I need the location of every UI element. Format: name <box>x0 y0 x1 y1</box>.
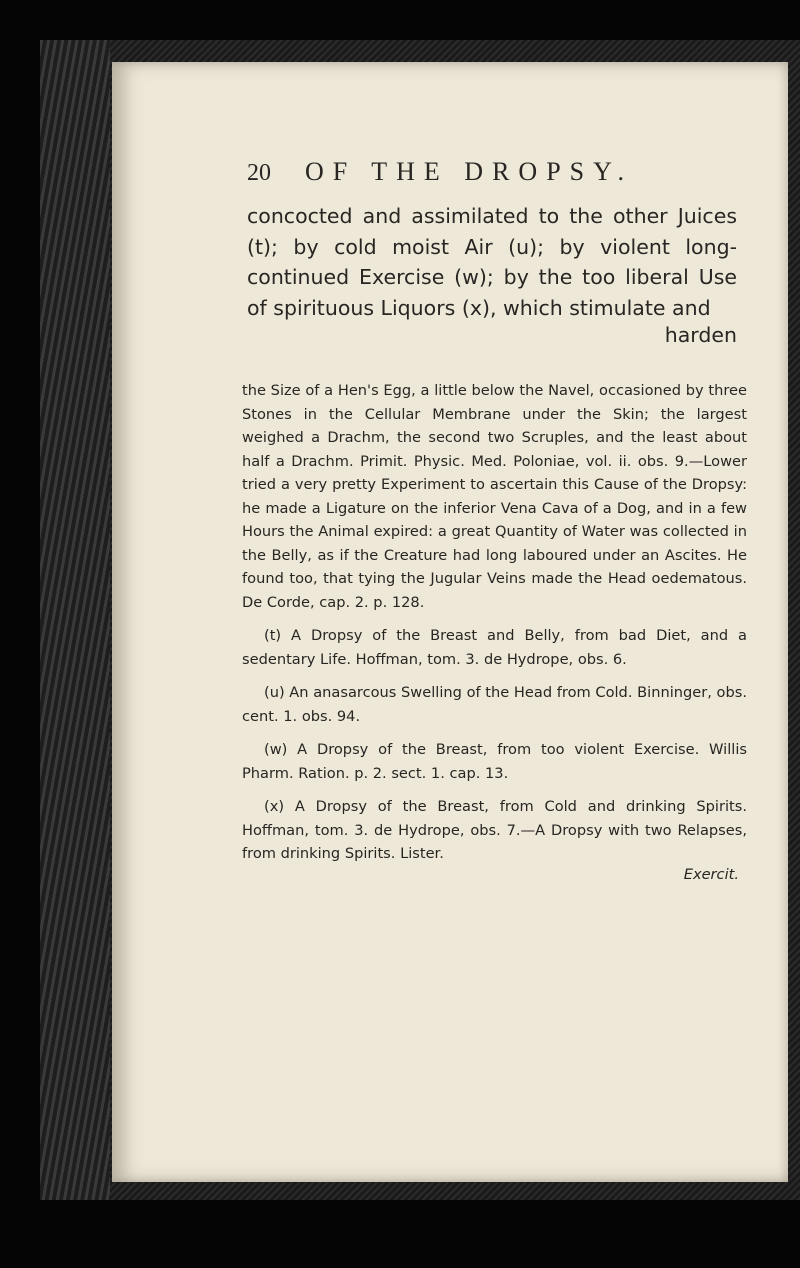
footnote-u: (u) An anasarcous Swelling of the Head from Cold. Binninger, obs. cent. 1. obs. 94. <box>242 684 747 725</box>
page-content <box>242 157 757 883</box>
page-number: 20 <box>247 160 271 186</box>
book-page <box>112 62 788 1182</box>
footnote-x: (x) A Dropsy of the Breast, from Cold and drinking Spirits. Hoffman, tom. 3. de Hydrope, obs. 7.—A Dropsy with two Relapses, from drinking Spirits. Lister. <box>242 798 747 862</box>
footnote-w: (w) A Dropsy of the Breast, from too violent Exercise. Willis Pharm. Ration. p. 2. sect. 1. cap. 13. <box>242 741 747 782</box>
main-paragraph: concocted and assimilated to the other Juices (t); by cold moist Air (u); by violent long-continued Exercise (w); by the too liberal Use of spirituous Liquors (x), which stimulate and <box>247 204 737 320</box>
book-binding <box>40 40 110 1200</box>
page-title: OF THE DROPSY. <box>305 157 634 186</box>
notes-catchword: Exercit. <box>683 865 739 883</box>
note-continuation: the Size of a Hen's Egg, a little below the Navel, occasioned by three Stones in the Cellular Membrane under the Skin; the largest weighed a Drachm, the second two Scruples, and the least about half a Drachm. Primit. Physic. Med. Poloniae, vol. ii. obs. 9.—Lower tried a very pretty Experiment to ascertain this Cause of the Dropsy: he made a Ligature on the inferior Vena Cava of a Dog, and in a few Hours the Animal expired: a great Quantity of Water was collected in the Belly, as if the Creature had long laboured under an Ascites. He found too, that tying the Jugular Veins made the Head oedematous. De Corde, cap. 2. p. 128. <box>242 382 747 611</box>
footnote-t: (t) A Dropsy of the Breast and Belly, from bad Diet, and a sedentary Life. Hoffman, tom. 3. de Hydrope, obs. 6. <box>242 627 747 668</box>
main-catchword: harden <box>664 323 737 347</box>
running-head <box>247 157 757 187</box>
